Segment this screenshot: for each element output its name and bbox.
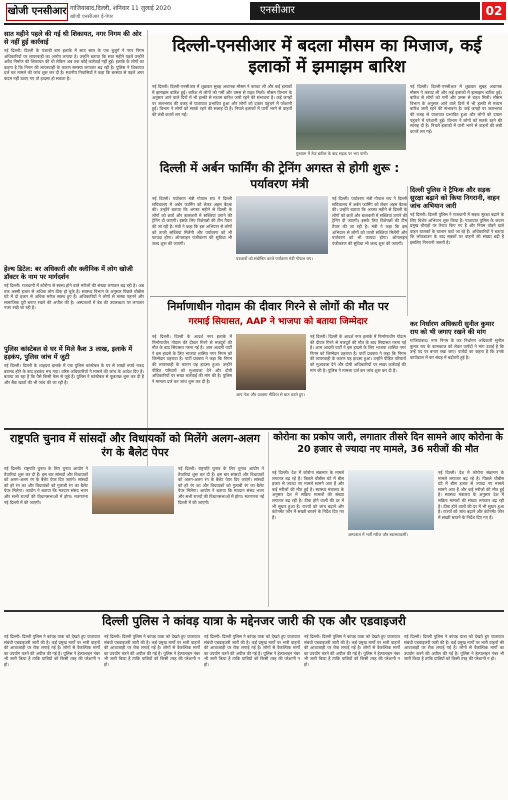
weather-headline: दिल्ली-एनसीआर में बदला मौसम का मिजाज, कई इलाकों में झमाझम बारिश: [172, 36, 482, 77]
farming-photo-caption: पत्रकारों को संबोधित करते पर्यावरण मंत्री गोपाल राय।: [236, 256, 313, 261]
godown-subhead: गरमाई सियासत, AAP ने भाजपा को बताया जिम्मेदार: [188, 317, 368, 327]
corona-divider: [268, 432, 269, 607]
right-body-1: नई दिल्ली। दिल्ली पुलिस ने राजधानी में सड़क सुरक्षा बढ़ाने के लिए विशेष अभियान शुरू किया है। यातायात पुलिस के जवान प्रमुख चौराहों पर तैनात किए गए हैं और नियम तोड़ने वाले वाहन चालकों के चालान काटे जा रहे हैं। अधिकारियों ने बताया कि लॉकडाउन के बाद सड़कों पर वाहनों की संख्या बढ़ी है इसलिए निगरानी जरूरी है।: [410, 212, 504, 245]
police-rule: [4, 610, 504, 612]
masthead-subline: खोजी एनसीआर ई-पेपर: [70, 14, 113, 20]
left-headline-3: पुलिस कांस्टेबल से घर में मिले कैश 3 लाख, इलाके में हड़कंप, पुलिस जांच में जुटी: [4, 345, 133, 361]
godown-headline: निर्माणाधीन गोदाम की दीवार गिरने से लोगों की मौत पर: [167, 300, 389, 313]
election-headline: राष्ट्रपति चुनाव में सांसदों और विधायकों को मिलेंगे अलग-अलग रंग के बैलेट पेपर: [10, 432, 260, 459]
left-body-3: नई दिल्ली। दिल्ली के शाहदरा इलाके में एक पुलिस कांस्टेबल के घर से लाखों रुपये नकद बरामद होने के बाद हड़कंप मच गया। वरिष्ठ अधिकारियों ने मामले की जांच के आदेश दिए हैं। बताया जा रहा है कि पैसे किसी केस से जुड़े हैं। पुलिस ने कांस्टेबल से पूछताछ शुरू कर दी है और बैंक खातों की भी जांच की जा रही है।: [4, 363, 144, 385]
corona-body: नई दिल्ली। देश में कोरोना संक्रमण के मामले लगातार बढ़ रहे हैं। पिछले चौबीस घंटे में बीस हजार से ज्यादा नए मामले सामने आए हैं और कई मरीजों की मौत हुई है। स्वास्थ्य मंत्रालय के अनुसार देश में सक्रिय मामलों की संख्या लगातार बढ़ रही है। ठीक होने वालों की दर में भी सुधार हुआ है। राज्यों को जांच बढ़ाने और कंटेनमेंट जोन में सख्ती बरतने के निर्देश दिए गए हैं।: [272, 470, 344, 520]
police-body-5: नई दिल्ली। दिल्ली पुलिस ने कांवड़ यात्रा को देखते हुए यातायात संबंधी एडवाइजरी जारी की है। कई प्रमुख मार्गों पर भारी वाहनों की आवाजाही पर रोक लगाई गई है। लोगों से वैकल्पिक मार्गों का उपयोग करने की अपील की गई है। पुलिस ने हेल्पलाइन नंबर भी जारी किया है ताकि यात्रियों को किसी तरह की परेशानी न हो।: [404, 634, 504, 662]
farming-headline: दिल्ली में अर्बन फार्मिंग की ट्रेनिंग अगस्त से होगी शुरू : पर्यावरण मंत्री: [159, 161, 400, 191]
masthead-rule: [4, 23, 504, 25]
police-headline: दिल्ली पुलिस ने कांवड़ यात्रा के मद्देनजर जारी की एक और एडवाइजरी: [102, 614, 406, 628]
farming-body-right: नई दिल्ली। पर्यावरण मंत्री गोपाल राय ने दिल्ली सचिवालय में अर्बन फार्मिंग को लेकर अहम बैठक की। उन्होंने बताया कि अगस्त महीने से दिल्ली के लोगों को छतों और बालकनी में सब्जियां उगाने की ट्रेनिंग दी जाएगी। इसके लिए विशेषज्ञों की टीम तैयार की जा रही है। मंत्री ने कहा कि इस अभियान से लोगों को ताजी सब्जियां मिलेंगी और पर्यावरण को भी फायदा होगा। ऑनलाइन पंजीकरण की सुविधा भी जल्द शुरू की जाएगी।: [332, 196, 407, 246]
godown-rule: [150, 296, 406, 297]
election-body: नई दिल्ली। राष्ट्रपति चुनाव के लिए चुनाव आयोग ने तैयारियां शुरू कर दी हैं। इस बार सांसदों और विधायकों को अलग-अलग रंग के बैलेट पेपर दिए जाएंगे। सांसदों को हरे रंग का और विधायकों को गुलाबी रंग का बैलेट पेपर मिलेगा। आयोग ने बताया कि मतदान संसद भवन और सभी राज्यों की विधानसभाओं में होगा। मतगणना नई दिल्ली में की जाएगी।: [4, 466, 88, 505]
election-body-right: नई दिल्ली। राष्ट्रपति चुनाव के लिए चुनाव आयोग ने तैयारियां शुरू कर दी हैं। इस बार सांसदों और विधायकों को अलग-अलग रंग के बैलेट पेपर दिए जाएंगे। सांसदों को हरे रंग का और विधायकों को गुलाबी रंग का बैलेट पेपर मिलेगा। आयोग ने बताया कि मतदान संसद भवन और सभी राज्यों की विधानसभाओं में होगा। मतगणना नई दिल्ली में की जाएगी।: [178, 466, 264, 505]
corona-photo-caption: अस्पताल में भर्ती मरीज और स्वास्थ्यकर्मी।: [348, 532, 408, 537]
weather-body-right: नई दिल्ली। दिल्ली-एनसीआर में शुक्रवार सुबह अचानक मौसम ने करवट ली और कई इलाकों में झमाझम बारिश हुई। बारिश से लोगों को गर्मी और उमस से राहत मिली। मौसम विभाग के अनुसार आने वाले दिनों में भी हल्की से मध्यम बारिश जारी रहने की संभावना है। कई जगहों पर जलभराव की वजह से यातायात प्रभावित हुआ और लोगों को दफ्तर पहुंचने में परेशानी हुई। विभाग ने लोगों को सतर्क रहने की सलाह दी है। निचले इलाकों में पानी भरने से वाहनों की लंबी कतारें लग गईं।: [410, 84, 502, 134]
corona-headline: कोरोना का प्रकोप जारी, लगातार तीसरे दिन सामने आए कोरोना के 20 हजार से ज्यादा नए मामले, 36 मरीजों की मौत: [273, 432, 503, 455]
right-headline-2: कर निर्धारण अधिकारी सुनील कुमार राय को भी जगाए रखने की मांग: [410, 320, 495, 336]
right-divider: [407, 186, 408, 316]
left-body-2: नई दिल्ली। राजधानी में कोरोना से स्वस्थ होने वाले मरीजों की संख्या लगातार बढ़ रही है। अब तक अस्सी हजार से अधिक लोग ठीक हो चुके हैं। स्वास्थ्य विभाग के अनुसार पिछले चौबीस घंटे में दो हजार से अधिक मरीज स्वस्थ हुए हैं। अधिकारियों ने लोगों से मास्क पहनने और सामाजिक दूरी बनाए रखने की अपील की है। अस्पतालों में बेड की उपलब्धता पर लगातार नजर रखी जा रही है।: [4, 283, 144, 311]
left-headline-1: सात महीने पहले की गई थी शिकायत, नगर निगम की ओर से नहीं हुई कार्रवाई: [4, 30, 142, 46]
police-body-1: नई दिल्ली। दिल्ली पुलिस ने कांवड़ यात्रा को देखते हुए यातायात संबंधी एडवाइजरी जारी की है। कई प्रमुख मार्गों पर भारी वाहनों की आवाजाही पर रोक लगाई गई है। लोगों से वैकल्पिक मार्गों का उपयोग करने की अपील की गई है। पुलिस ने हेल्पलाइन नंबर भी जारी किया है ताकि यात्रियों को किसी तरह की परेशानी न हो।: [4, 634, 100, 667]
godown-photo-caption: आप नेता और प्रवक्ता मीडिया से बात करते हुए।: [236, 392, 305, 397]
weather-photo: [296, 84, 406, 150]
weather-body: नई दिल्ली। दिल्ली-एनसीआर में शुक्रवार सुबह अचानक मौसम ने करवट ली और कई इलाकों में झमाझम बारिश हुई। बारिश से लोगों को गर्मी और उमस से राहत मिली। मौसम विभाग के अनुसार आने वाले दिनों में भी हल्की से मध्यम बारिश जारी रहने की संभावना है। कई जगहों पर जलभराव की वजह से यातायात प्रभावित हुआ और लोगों को दफ्तर पहुंचने में परेशानी हुई। विभाग ने लोगों को सतर्क रहने की सलाह दी है। निचले इलाकों में पानी भरने से वाहनों की लंबी कतारें लग गईं।: [152, 84, 292, 117]
farming-photo: [236, 196, 328, 254]
left-headline-2: हेल्थ डिटेल: बर अधिकारी और क्लीनिक में लोग खोजी डॉक्टर के नाम पर मार्गदर्शन: [4, 265, 133, 281]
godown-body-right: नई दिल्ली। दिल्ली के आदर्श नगर इलाके में निर्माणाधीन गोदाम की दीवार गिरने से मजदूरों की मौत के बाद सियासत गरमा गई है। आम आदमी पार्टी ने इस हादसे के लिए भाजपा शासित नगर निगम को जिम्मेदार ठहराया है। पार्टी प्रवक्ता ने कहा कि निगम की लापरवाही के कारण यह हादसा हुआ। उन्होंने पीड़ित परिवारों को मुआवजा देने और दोषी अधिकारियों पर सख्त कार्रवाई की मांग की है। पुलिस ने मामला दर्ज कर जांच शुरू कर दी है।: [310, 334, 406, 373]
right-body-2: गाजियाबाद। नगर निगम के कर निर्धारण अधिकारी सुनील कुमार राय के कामकाज को लेकर पार्षदों ने मांग उठाई है कि उन्हें पद पर बनाए रखा जाए। पार्षदों का कहना है कि उनके कार्यकाल में कर संग्रह में बढ़ोतरी हुई है।: [410, 338, 504, 360]
police-body-3: नई दिल्ली। दिल्ली पुलिस ने कांवड़ यात्रा को देखते हुए यातायात संबंधी एडवाइजरी जारी की है। कई प्रमुख मार्गों पर भारी वाहनों की आवाजाही पर रोक लगाई गई है। लोगों से वैकल्पिक मार्गों का उपयोग करने की अपील की गई है। पुलिस ने हेल्पलाइन नंबर भी जारी किया है ताकि यात्रियों को किसी तरह की परेशानी न हो।: [204, 634, 300, 667]
election-photo: [92, 466, 174, 514]
section-bar: एनसीआर: [250, 2, 480, 20]
police-body-4: नई दिल्ली। दिल्ली पुलिस ने कांवड़ यात्रा को देखते हुए यातायात संबंधी एडवाइजरी जारी की है। कई प्रमुख मार्गों पर भारी वाहनों की आवाजाही पर रोक लगाई गई है। लोगों से वैकल्पिक मार्गों का उपयोग करने की अपील की गई है। पुलिस ने हेल्पलाइन नंबर भी जारी किया है ताकि यात्रियों को किसी तरह की परेशानी न हो।: [304, 634, 400, 667]
godown-photo: [236, 334, 306, 390]
corona-photo: [348, 470, 434, 530]
corona-body-right: नई दिल्ली। देश में कोरोना संक्रमण के मामले लगातार बढ़ रहे हैं। पिछले चौबीस घंटे में बीस हजार से ज्यादा नए मामले सामने आए हैं और कई मरीजों की मौत हुई है। स्वास्थ्य मंत्रालय के अनुसार देश में सक्रिय मामलों की संख्या लगातार बढ़ रही है। ठीक होने वालों की दर में भी सुधार हुआ है। राज्यों को जांच बढ़ाने और कंटेनमेंट जोन में सख्ती बरतने के निर्देश दिए गए हैं।: [438, 470, 504, 520]
page-number: 02: [482, 2, 506, 20]
right-box: [410, 320, 504, 410]
right-column: [410, 186, 504, 316]
weather-photo-caption: गुरुग्राम में तेज बारिश के बाद सड़क पर भरा पानी।: [296, 151, 369, 156]
masthead: [0, 0, 508, 34]
godown-body: नई दिल्ली। दिल्ली के आदर्श नगर इलाके में निर्माणाधीन गोदाम की दीवार गिरने से मजदूरों की मौत के बाद सियासत गरमा गई है। आम आदमी पार्टी ने इस हादसे के लिए भाजपा शासित नगर निगम को जिम्मेदार ठहराया है। पार्टी प्रवक्ता ने कहा कि निगम की लापरवाही के कारण यह हादसा हुआ। उन्होंने पीड़ित परिवारों को मुआवजा देने और दोषी अधिकारियों पर सख्त कार्रवाई की मांग की है। पुलिस ने मामला दर्ज कर जांच शुरू कर दी है।: [152, 334, 232, 384]
election-rule: [4, 428, 504, 430]
masthead-logo: खोजी एनसीआर: [6, 3, 68, 21]
farming-body: नई दिल्ली। पर्यावरण मंत्री गोपाल राय ने दिल्ली सचिवालय में अर्बन फार्मिंग को लेकर अहम बैठक की। उन्होंने बताया कि अगस्त महीने से दिल्ली के लोगों को छतों और बालकनी में सब्जियां उगाने की ट्रेनिंग दी जाएगी। इसके लिए विशेषज्ञों की टीम तैयार की जा रही है। मंत्री ने कहा कि इस अभियान से लोगों को ताजी सब्जियां मिलेंगी और पर्यावरण को भी फायदा होगा। ऑनलाइन पंजीकरण की सुविधा भी जल्द शुरू की जाएगी।: [152, 196, 232, 246]
police-body-2: नई दिल्ली। दिल्ली पुलिस ने कांवड़ यात्रा को देखते हुए यातायात संबंधी एडवाइजरी जारी की है। कई प्रमुख मार्गों पर भारी वाहनों की आवाजाही पर रोक लगाई गई है। लोगों से वैकल्पिक मार्गों का उपयोग करने की अपील की गई है। पुलिस ने हेल्पलाइन नंबर भी जारी किया है ताकि यात्रियों को किसी तरह की परेशानी न हो।: [104, 634, 200, 667]
left-body-1: नई दिल्ली। दिल्ली के पंजाबी बाग इलाके में साठ साल के एक बुजुर्ग ने नगर निगम अधिकारियों पर लापरवाही का आरोप लगाया है। उन्होंने बताया कि सात महीने पहले उन्होंने अवैध निर्माण की शिकायत की थी लेकिन अब तक कोई कार्रवाई नहीं हुई। इलाके के लोगों का कहना है कि निगम की लापरवाही के कारण समस्या लगातार बढ़ रही है। पुलिस ने शिकायत दर्ज कर मामले की जांच शुरू कर दी है। स्थानीय निवासियों ने कहा कि बरसात से पहले अगर कदम नहीं उठाए गए तो हादसा हो सकता है।: [4, 48, 144, 81]
masthead-date: गाजियाबाद,दिल्ली, शनिवार 11 जुलाई 2020: [70, 5, 171, 12]
right-headline-1: दिल्ली पुलिस ने ट्रैफिक और सड़क सुरक्षा बढ़ाने को किया निगरानी, वाहन जांच अभियान जारी: [410, 186, 500, 210]
